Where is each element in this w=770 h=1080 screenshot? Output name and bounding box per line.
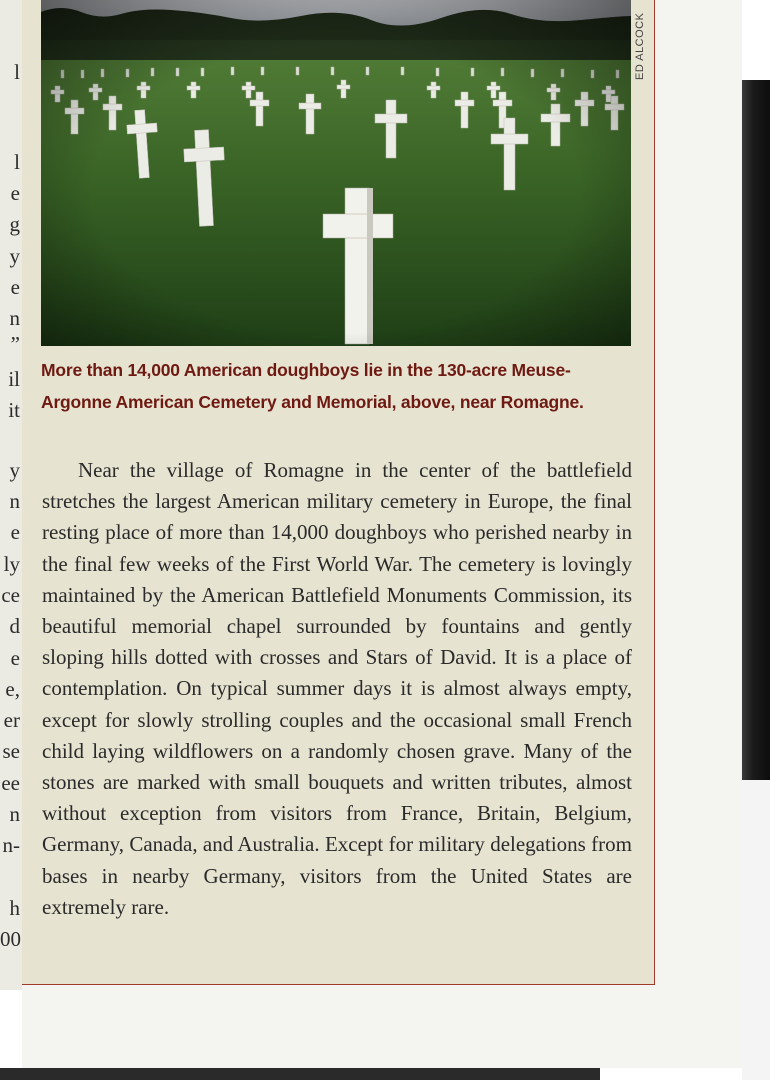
article-paragraph: Near the village of Romagne in the center of the battlefield stretches the largest American military cemetery in Europe, the final resting place of more than 14,000 doughboys who perished nearby in the final few weeks of the First World War. The cemetery is lovingly maintained by the American Battlefield Monuments Commission, its beautiful memorial chapel surrounded by fountains and gently sloping hills dotted with crosses and Stars of David. It is a place of contemplation. On typical summer days it is almost always empty, except for slowly strolling couples and the occasional small French child laying wildflowers on a randomly chosen grave. Many of the stones are marked with small bouquets and written tributes, almost without exception from visitors from France, Britain, Belgium, Germany, Canada, and Australia. Except for military delegations from bases in nearby Germany, visitors from the United States are extremely rare.	[42, 458, 632, 919]
column-fragment: ce	[1, 583, 20, 607]
photo-caption: More than 14,000 American doughboys lie in the 130-acre Meuse-Argonne American Cemetery and Memorial, above, near Romagne.	[41, 360, 584, 412]
column-fragment: y	[9, 458, 20, 482]
scan-margin-bottom	[742, 780, 770, 1080]
column-fragment: n-	[2, 833, 20, 857]
column-fragment: ”	[10, 332, 20, 356]
sidebar-panel	[22, 0, 655, 985]
cemetery-photo	[41, 0, 631, 346]
column-fragment: e	[10, 275, 20, 299]
cemetery-photo-illustration	[41, 0, 631, 346]
photo-credit: ED ALCOCK	[634, 12, 646, 80]
previous-column-strip	[0, 0, 23, 990]
column-fragment: d	[9, 614, 20, 638]
article-body	[42, 455, 632, 923]
column-fragment: ee	[1, 771, 20, 795]
scan-bottom-edge	[0, 1068, 600, 1080]
column-fragment: l	[14, 60, 20, 84]
column-fragment: g	[9, 212, 20, 236]
column-fragment: y	[9, 244, 20, 268]
column-fragment: n	[9, 802, 20, 826]
column-fragment: e	[10, 520, 20, 544]
column-fragment: n	[9, 489, 20, 513]
column-fragment: se	[2, 739, 20, 763]
column-fragment: e	[10, 181, 20, 205]
column-fragment: e,	[5, 677, 20, 701]
column-fragment: 00	[0, 927, 21, 951]
column-fragment: ly	[3, 552, 20, 576]
scan-margin-top	[742, 0, 770, 80]
column-fragment: it	[8, 398, 20, 422]
column-fragment: il	[8, 367, 20, 391]
magazine-page	[22, 0, 742, 1068]
column-fragment: l	[14, 150, 20, 174]
column-fragment: n	[9, 306, 20, 330]
column-fragment: h	[9, 896, 20, 920]
column-fragment: er	[3, 708, 20, 732]
column-fragment: e	[10, 646, 20, 670]
